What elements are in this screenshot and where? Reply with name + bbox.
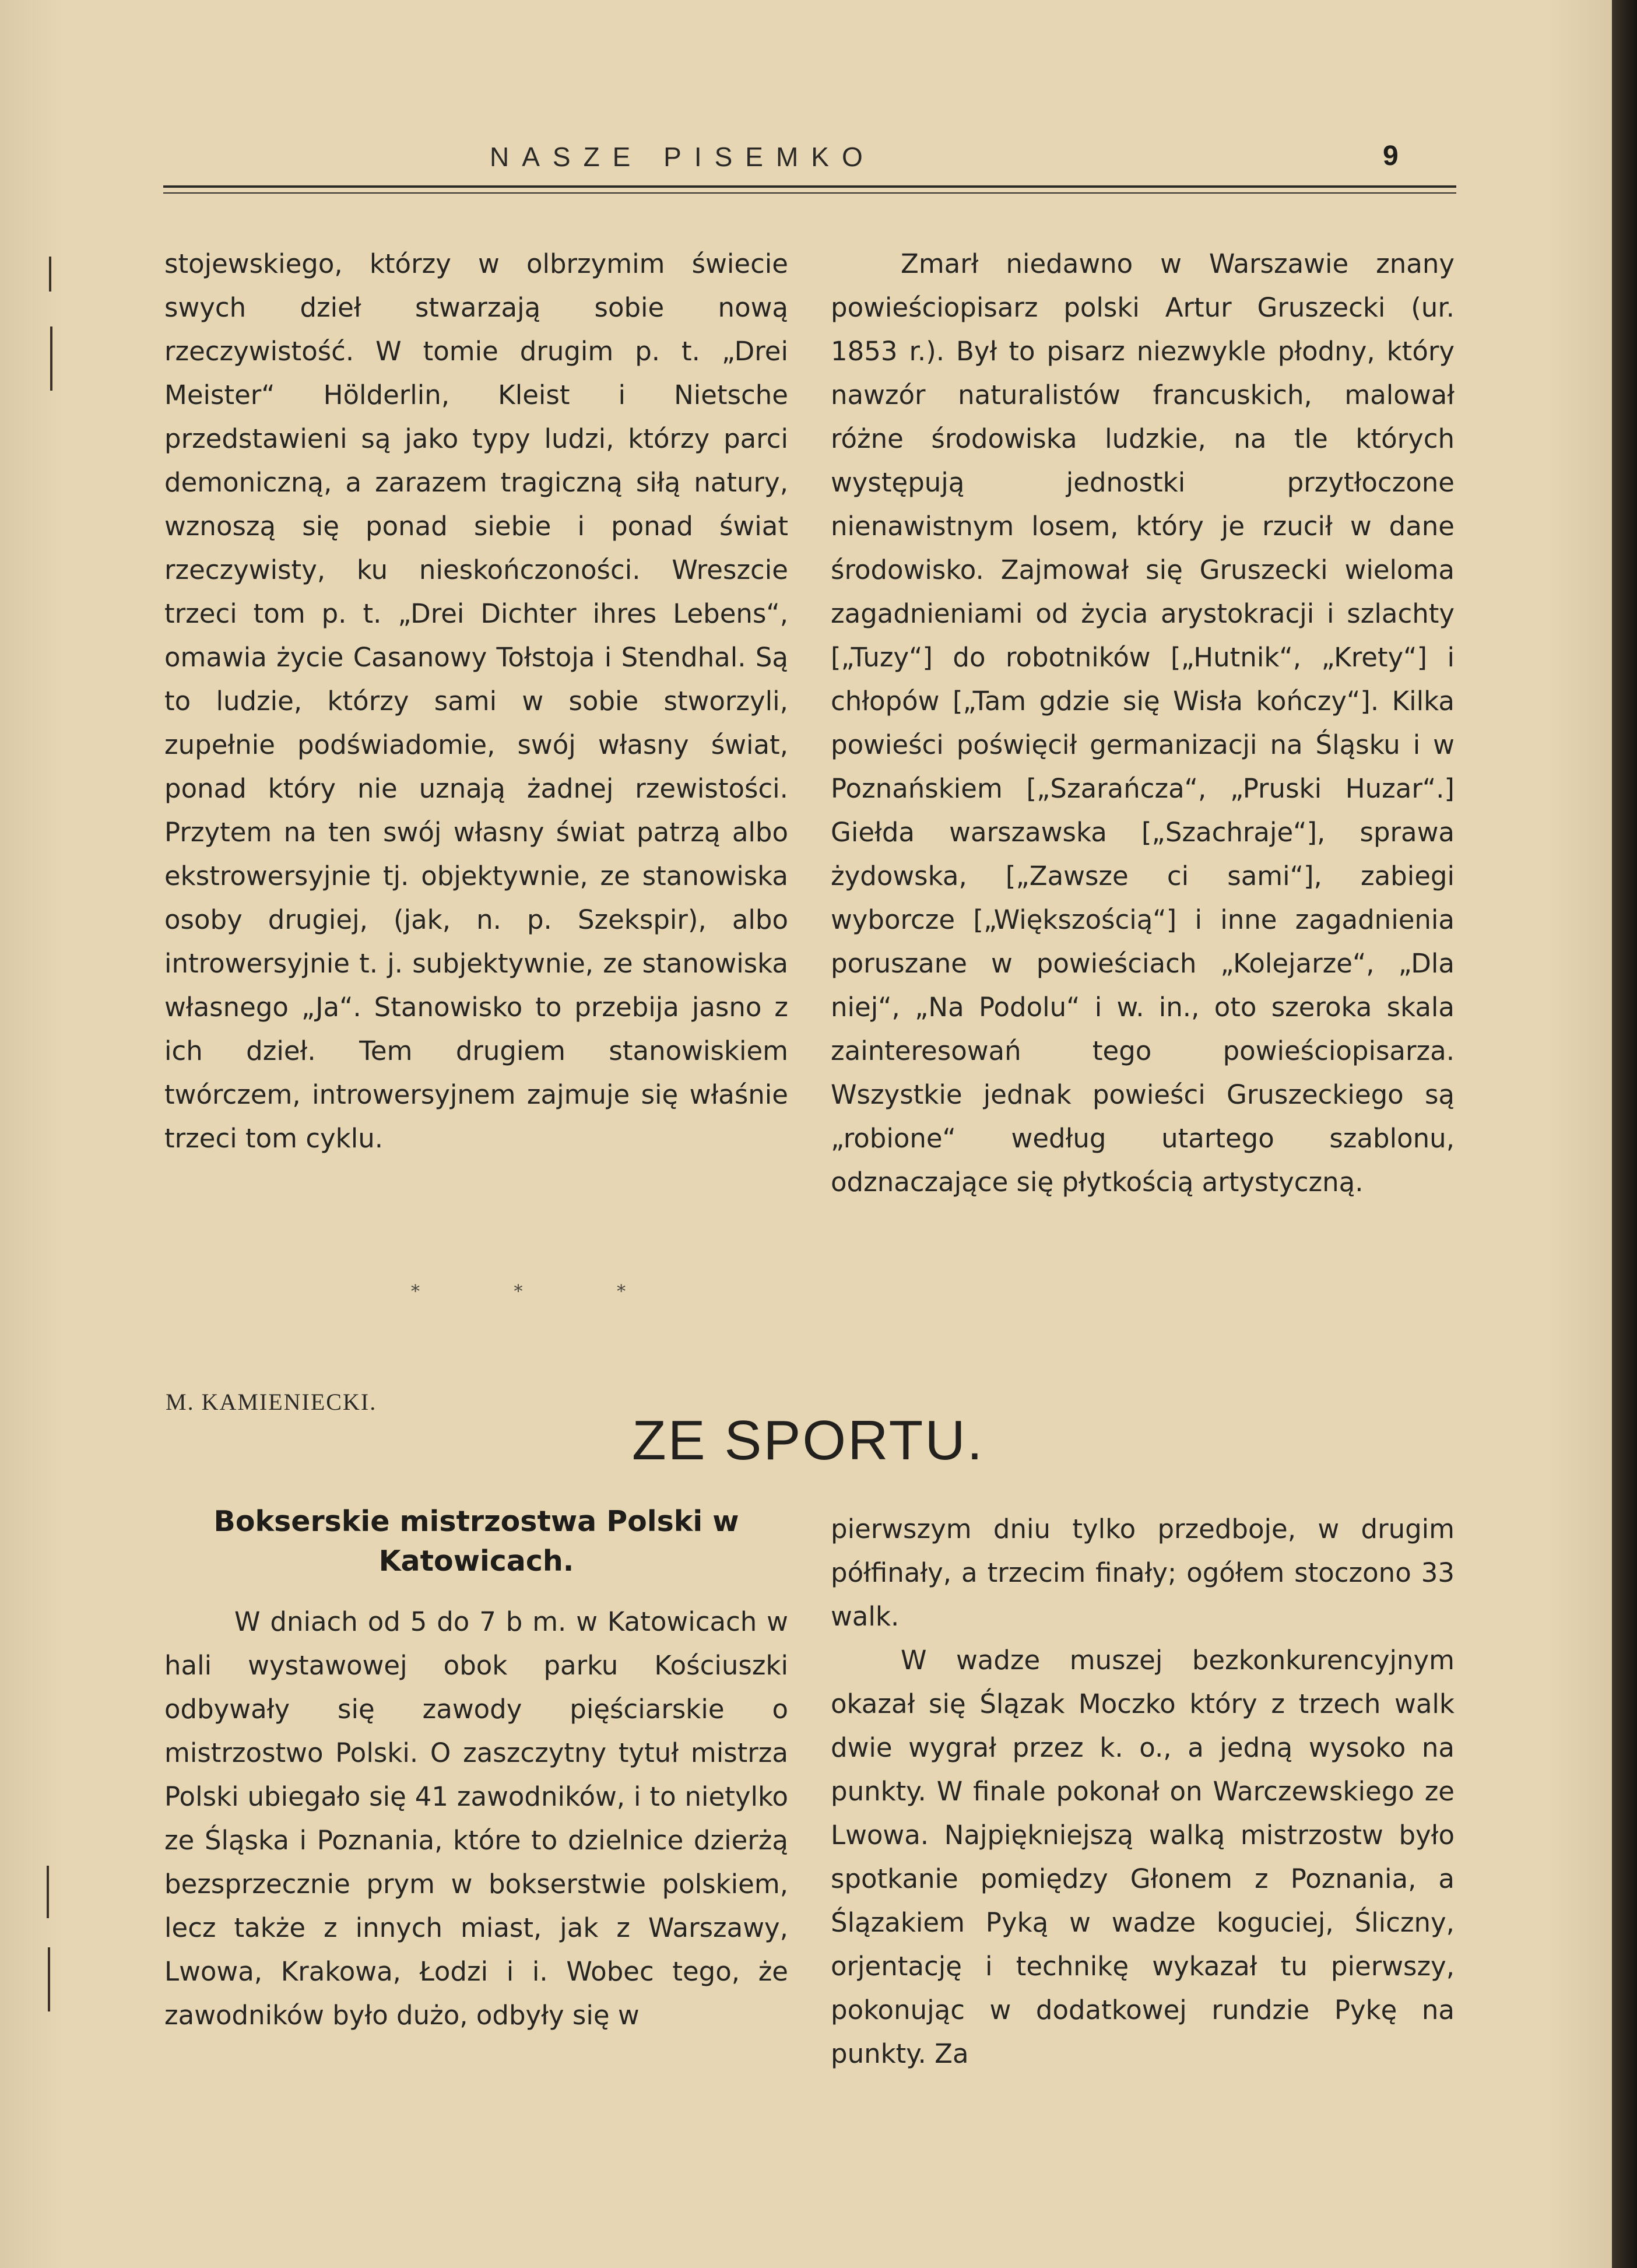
gutter-mark bbox=[50, 326, 52, 391]
section-separator: * * * bbox=[411, 1282, 670, 1302]
sport-left-column bbox=[164, 1600, 788, 2037]
paragraph: pierwszym dniu tylko przedboje, w drugim półfinały, a trzecim finały; ogółem stoczono 33 walk. bbox=[831, 1514, 1455, 1632]
gutter-mark bbox=[48, 1947, 50, 2011]
upper-left-column bbox=[164, 242, 788, 1160]
gutter-mark bbox=[47, 1866, 49, 1918]
paragraph: W wadze muszej bezkonkurencyjnym okazał się Ślązak Moczko który z trzech walk dwie wygrał przez k. o., a jedną wysoko na punkty. W finale pokonał on Warczewskiego ze Lwowa. Najpiękniejszą walką mistrzostw było spotkanie pomiędzy Głonem z Poznania, a Ślązakiem Pyką w wadze koguciej, Śliczny, orjentację i technikę wykazał tu pierwszy, pokonując w dodatkowej rundzie Pykę na punkty. Za bbox=[831, 1645, 1455, 2069]
paragraph: Zmarł niedawno w Warszawie znany powieściopisarz polski Artur Gruszecki (ur. 1853 r.). Był to pisarz niezwykle płodny, który nawzór naturalistów francuskich, malował różne środowiska ludzkie, na tle których występują jednostki przytłoczone nienawistnym losem, który je rzucił w dane środowisko. Zajmował się Gruszecki wieloma zagadnieniami od życia arystokracji i szlachty [„Tuzy“] do robotników [„Hutnik“, „Krety“] i chłopów [„Tam gdzie się Wisła kończy“]. Kilka powieści poświęcił germanizacji na Śląsku i w Poznańskiem [„Szarańcza“, „Pruski Huzar“.] Giełda warszawska [„Szachraje“], sprawa żydowska, [„Zawsze ci sami“], zabiegi wyborcze [„Większością“] i inne zagadnienia poruszane w powieściach „Kolejarze“, „Dla niej“, „Na Podolu“ i w. in., oto szeroka skala zainteresowań tego powieściopisarza. Wszystkie jednak powieści Gruszeckiego są „robione“ według utartego szablonu, odznaczające się płytkością artystyczną. bbox=[831, 248, 1455, 1198]
gutter-mark bbox=[49, 257, 51, 292]
running-head: NASZE PISEMKO bbox=[490, 142, 876, 172]
section-title: ZE SPORTU. bbox=[632, 1409, 985, 1472]
page-edge bbox=[1612, 0, 1637, 2268]
author-signature: M. KAMIENIECKI. bbox=[166, 1389, 377, 1415]
header-rule-bottom bbox=[163, 192, 1456, 194]
paragraph: W dniach od 5 do 7 b m. w Katowicach w hali wystawowej obok parku Kościuszki odbywały się zawody pięściarskie o mistrzostwo Polski. O zaszczytny tytuł mistrza Polski ubiegało się 41 zawodników, i to nietylko ze Śląska i Poznania, które to dzielnice dzierżą bezsprzecznie prym w bokserstwie polskiem, lecz także z innych miast, jak z Warszawy, Lwowa, Krakowa, Łodzi i i. Wobec tego, że zawodników było dużo, odbyły się w bbox=[164, 1606, 788, 2031]
article-title: Bokserskie mistrzostwa Polski w Katowicach. bbox=[213, 1505, 739, 1578]
paragraph: stojewskiego, którzy w olbrzymim świecie swych dzieł stwarzają sobie nową rzeczywistość. W tomie drugim p. t. „Drei Meister“ Hölderlin, Kleist i Nietsche przedstawieni są jako typy ludzi, którzy parci demoniczną, a zarazem tragiczną siłą natury, wznoszą się ponad siebie i ponad świat rzeczywisty, ku nieskończoności. Wreszcie trzeci tom p. t. „Drei Dichter ihres Lebens“, omawia życie Casanowy Tołstoja i Stendhal. Są to ludzie, którzy sami w sobie stworzyli, zupełnie podświadomie, swój własny świat, ponad który nie uznają żadnej rzewistości. Przytem na ten swój własny świat patrzą albo ekstrowersyjnie tj. objektywnie, ze stanowiska osoby drugiej, (jak, n. p. Szekspir), albo introwersyjnie t. j. subjektywnie, ze stanowiska własnego „Ja“. Stanowisko to przebija jasno z ich dzieł. Tem drugiem stanowiskiem twórczem, introwersyjnem zajmuje się właśnie trzeci tom cyklu. bbox=[164, 248, 788, 1154]
sport-right-column bbox=[831, 1507, 1455, 2076]
upper-right-column bbox=[831, 242, 1455, 1204]
header-rule-top bbox=[163, 185, 1456, 188]
page-number: 9 bbox=[1383, 141, 1399, 171]
